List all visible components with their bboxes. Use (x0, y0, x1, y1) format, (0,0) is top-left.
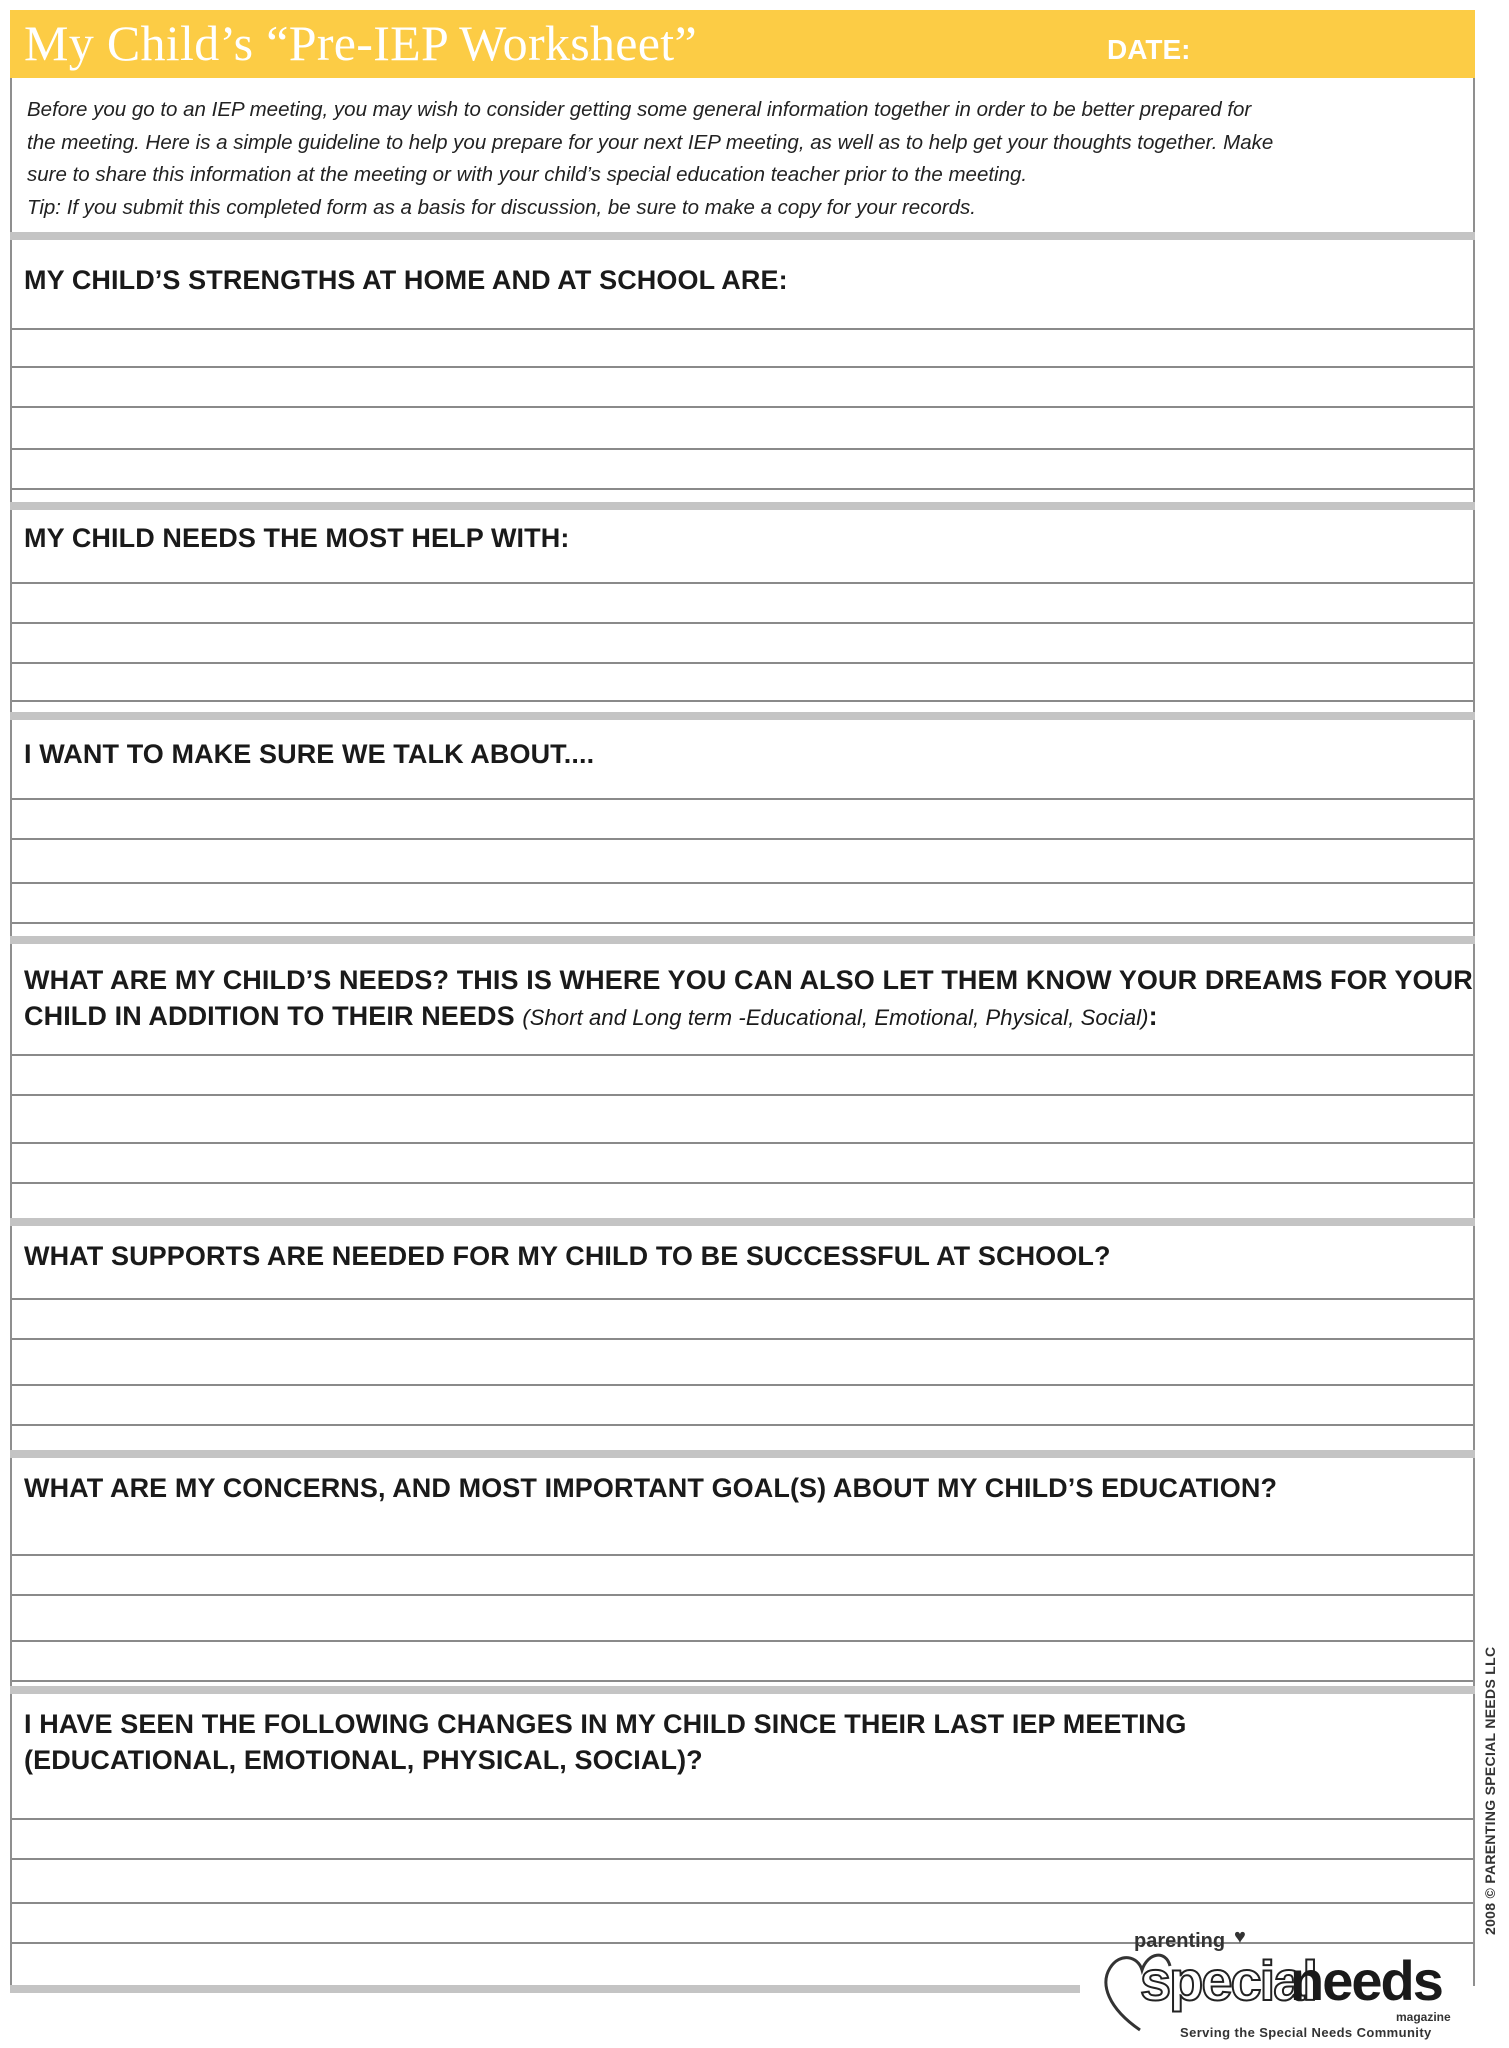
date-label: DATE: (1107, 34, 1191, 65)
bottom-divider (10, 1985, 1080, 1993)
section-divider (10, 1686, 1475, 1694)
answer-line[interactable] (12, 1554, 1473, 1556)
intro-line: sure to share this information at the meeting or with your child’s special education teacher prior to the meeting. (27, 163, 1028, 186)
answer-line[interactable] (12, 488, 1473, 490)
section-supports (10, 1218, 1475, 1450)
intro-text (27, 94, 1462, 224)
intro-tip: Tip: If you submit this completed form as a basis for discussion, be sure to make a copy for your records. (27, 195, 976, 219)
answer-line[interactable] (12, 622, 1473, 624)
section-divider (10, 1450, 1475, 1458)
section-heading: WHAT ARE MY CONCERNS, AND MOST IMPORTANT GOAL(S) ABOUT MY CHILD’S EDUCATION? (24, 1473, 1278, 1503)
section-heading: MY CHILD’S STRENGTHS AT HOME AND AT SCHOOL ARE: (24, 265, 788, 295)
section-heading: MY CHILD NEEDS THE MOST HELP WITH: (24, 523, 570, 553)
heading-subtext: (Short and Long term -Educational, Emotional, Physical, Social) (522, 1005, 1149, 1030)
heading-line: WHAT ARE MY CHILD’S NEEDS? THIS IS WHERE YOU CAN ALSO LET THEM KNOW YOUR DREAMS FOR YOUR (24, 965, 1473, 995)
heart-icon: ♥ (1234, 1926, 1246, 1948)
answer-line[interactable] (12, 582, 1473, 584)
section-concerns (10, 1450, 1475, 1686)
answer-line[interactable] (12, 922, 1473, 924)
logo-small-text: parenting (1134, 1930, 1226, 1952)
answer-line[interactable] (12, 1384, 1473, 1386)
copyright-notice: 2008 © PARENTING SPECIAL NEEDS LLC (1482, 1646, 1498, 1935)
answer-line[interactable] (12, 1640, 1473, 1642)
section-strengths (10, 232, 1475, 502)
answer-line[interactable] (12, 1818, 1473, 1820)
answer-line[interactable] (12, 1594, 1473, 1596)
logo-special-text: special (1140, 1949, 1316, 2012)
answer-line[interactable] (12, 1338, 1473, 1340)
intro-line: Before you go to an IEP meeting, you may wish to consider getting some general information together in order to be better prepared for (27, 98, 1252, 121)
answer-line[interactable] (12, 1142, 1473, 1144)
section-most-help (10, 502, 1475, 712)
worksheet (10, 10, 1475, 2000)
answer-line[interactable] (12, 1680, 1473, 1682)
answer-line[interactable] (12, 1298, 1473, 1300)
page-title: My Child’s “Pre-IEP Worksheet” (24, 15, 697, 71)
answer-line[interactable] (12, 448, 1473, 450)
section-divider (10, 232, 1475, 240)
answer-line[interactable] (12, 1902, 1473, 1904)
logo-magazine-text: magazine (1396, 2010, 1451, 2024)
heading-line: (EDUCATIONAL, EMOTIONAL, PHYSICAL, SOCIAL)? (24, 1745, 703, 1775)
answer-line[interactable] (12, 1858, 1473, 1860)
intro-box (10, 78, 1475, 242)
section-needs (10, 936, 1475, 1218)
section-heading: I WANT TO MAKE SURE WE TALK ABOUT.... (24, 739, 595, 769)
answer-line[interactable] (12, 1182, 1473, 1184)
title-banner (10, 10, 1475, 78)
logo-needs-text: needs (1290, 1949, 1442, 2012)
section-divider (10, 1218, 1475, 1226)
answer-line[interactable] (12, 366, 1473, 368)
answer-line[interactable] (12, 798, 1473, 800)
section-divider (10, 712, 1475, 720)
answer-line[interactable] (12, 700, 1473, 702)
section-divider (10, 936, 1475, 944)
answer-line[interactable] (12, 1094, 1473, 1096)
answer-line[interactable] (12, 328, 1473, 330)
section-heading: WHAT SUPPORTS ARE NEEDED FOR MY CHILD TO BE SUCCESSFUL AT SCHOOL? (24, 1241, 1111, 1271)
answer-line[interactable] (12, 406, 1473, 408)
answer-line[interactable] (12, 1424, 1473, 1426)
section-heading (24, 1706, 1186, 1778)
section-talk-about (10, 712, 1475, 936)
answer-line[interactable] (12, 838, 1473, 840)
heading-line: I HAVE SEEN THE FOLLOWING CHANGES IN MY CHILD SINCE THEIR LAST IEP MEETING (24, 1709, 1187, 1739)
intro-line: the meeting. Here is a simple guideline to help you prepare for your next IEP meeting, as well as to help get your thoughts together. Make (27, 130, 1274, 154)
publisher-logo (1100, 1926, 1451, 2043)
answer-line[interactable] (12, 882, 1473, 884)
heading-line: CHILD IN ADDITION TO THEIR NEEDS (24, 1001, 515, 1031)
logo-tagline: Serving the Special Needs Community (1180, 2025, 1432, 2040)
answer-line[interactable] (12, 1054, 1473, 1056)
answer-line[interactable] (12, 662, 1473, 664)
section-divider (10, 502, 1475, 510)
section-heading (24, 962, 1473, 1036)
heading-colon: : (1148, 1001, 1158, 1031)
